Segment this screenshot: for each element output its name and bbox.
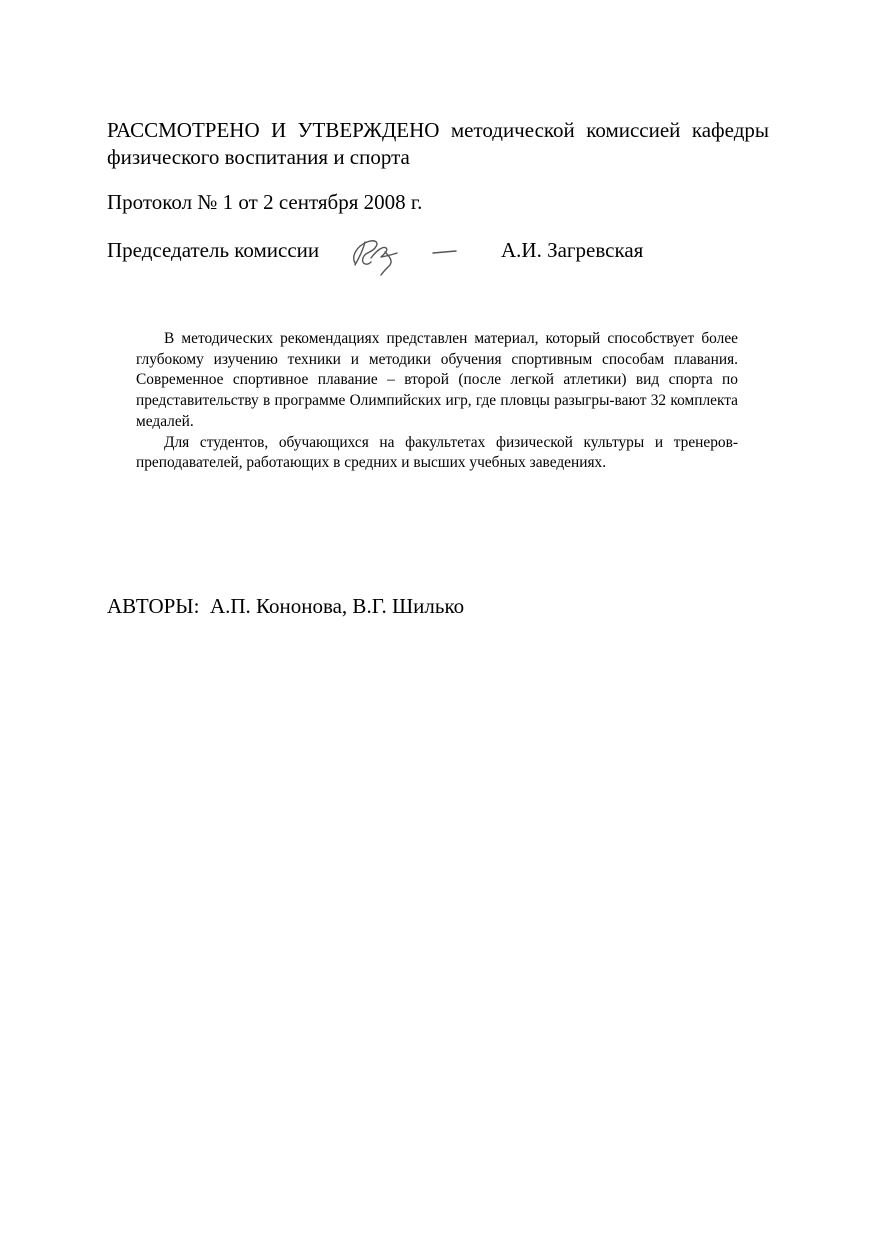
approval-text: РАССМОТРЕНО И УТВЕРЖДЕНО методической комиссией кафедры физического воспитания и спорта <box>107 118 769 169</box>
chair-name: А.И. Загревская <box>501 238 644 262</box>
protocol-line: Протокол № 1 от 2 сентября 2008 г. <box>107 190 423 214</box>
chair-label: Председатель комиссии <box>107 238 320 262</box>
annotation-block <box>136 329 738 474</box>
authors-line <box>107 593 464 620</box>
approval-statement <box>107 117 769 171</box>
annotation-paragraph-2: Для студентов, обучающихся на факультетах физической культуры и тренеров-преподавателей, работающих в средних и высших учебных заведениях. <box>136 433 738 472</box>
annotation-paragraph-1: В методических рекомендациях представлен материал, который способствует более глубокому изучению техники и методики обучения спортивным способам плавания. Современное спортивное плавание – второй (после легкой атлетики) вид спорта по представительству в программе Олимпийских игр, где пловцы разыгры-вают 32 комплекта медалей. <box>136 330 738 430</box>
authors-label: АВТОРЫ: <box>107 594 200 618</box>
authors-names: А.П. Кононова, В.Г. Шилько <box>209 594 465 618</box>
signature-image <box>345 228 465 280</box>
